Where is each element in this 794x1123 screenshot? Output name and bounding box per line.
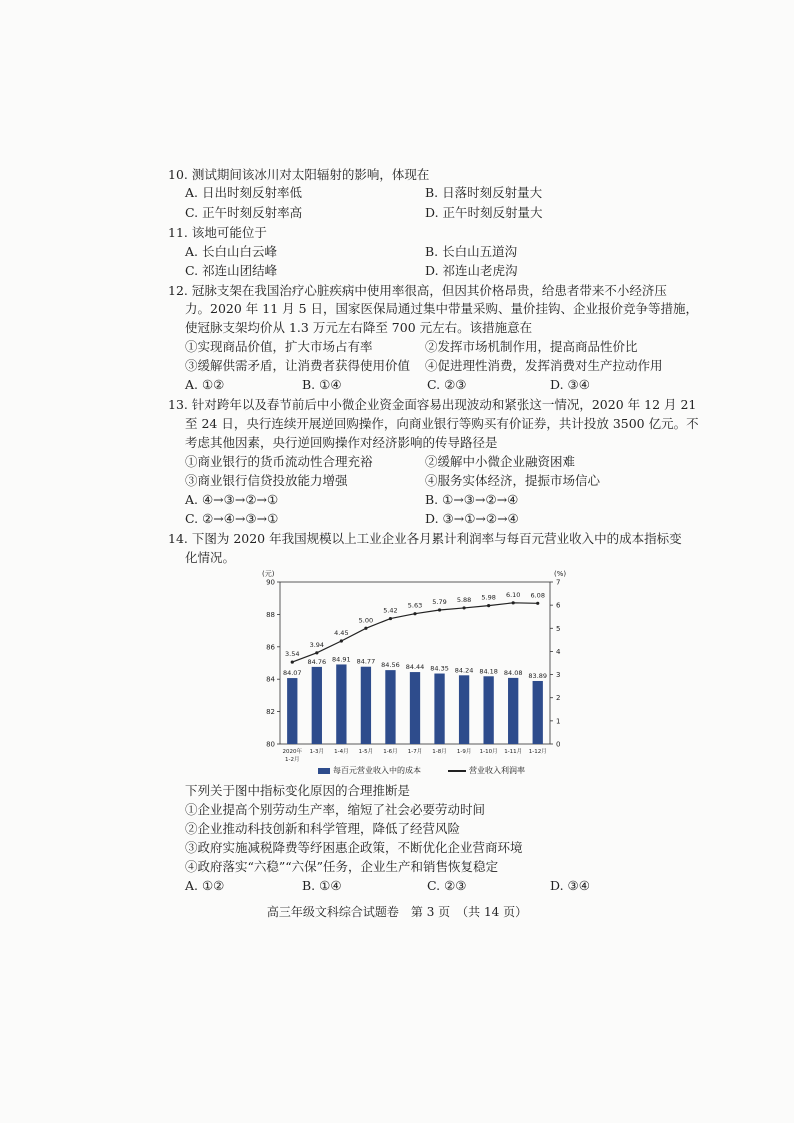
profit-rate-label-6: 5.79 xyxy=(432,598,447,607)
left-tick-label-1: 82 xyxy=(266,708,275,717)
profit-rate-point-6 xyxy=(438,608,441,611)
q14-statement-3: ③政府实施减税降费等纾困惠企政策，不断优化企业营商环境 xyxy=(185,840,523,855)
cost-bar-0 xyxy=(287,678,297,744)
profit-rate-label-1: 3.94 xyxy=(309,640,325,649)
cost-bar-label-7: 84.24 xyxy=(454,666,474,675)
right-tick-label-1: 1 xyxy=(556,717,561,726)
right-tick-label-6: 6 xyxy=(556,601,561,610)
cost-bar-7 xyxy=(459,675,469,744)
cost-bar-label-5: 84.44 xyxy=(405,663,425,672)
profit-rate-line xyxy=(285,591,545,664)
q14-option-b: B. ①④ xyxy=(302,878,342,893)
profit-cost-chart xyxy=(250,566,590,762)
left-tick-label-0: 80 xyxy=(266,740,275,749)
x-label-7: 1-9月 xyxy=(456,749,472,755)
profit-rate-point-7 xyxy=(462,606,465,609)
legend-profit-label: 营业收入利润率 xyxy=(469,766,525,775)
cost-bar-label-3: 84.77 xyxy=(356,657,376,666)
x-label-8: 1-10月 xyxy=(479,749,498,755)
q12-statement-2: ②发挥市场机制作用，提高商品性价比 xyxy=(425,339,638,354)
q10-stem: 10. 测试期间该冰川对太阳辐射的影响，体现在 xyxy=(168,167,430,182)
cost-bar-4 xyxy=(385,670,395,744)
x-label-10: 1-12月 xyxy=(528,749,547,755)
q11-stem: 11. 该地可能位于 xyxy=(168,225,267,240)
right-axis-ticks xyxy=(550,579,561,749)
q11-option-d: D. 祁连山老虎沟 xyxy=(425,263,518,278)
q13-statement-3: ③商业银行信贷投放能力增强 xyxy=(185,473,348,488)
profit-rate-label-10: 6.08 xyxy=(530,591,545,600)
q13-statement-2: ②缓解中小微企业融资困难 xyxy=(425,454,576,469)
cost-bar-label-6: 84.35 xyxy=(430,664,449,673)
x-label-5: 1-7月 xyxy=(407,749,423,755)
cost-bar-6 xyxy=(434,674,444,744)
q10-option-c: C. 正午时刻反射率高 xyxy=(185,205,303,220)
q12-stem-line1: 12. 冠脉支架在我国治疗心脏疾病中使用率很高，但因其价格昂贵，给患者带来不小经济压 xyxy=(168,283,667,298)
q13-option-c: C. ②→④→③→① xyxy=(185,511,279,526)
legend-profit xyxy=(448,765,525,776)
legend-cost-label: 每百元营业收入中的成本 xyxy=(333,766,421,775)
q12-option-b: B. ①④ xyxy=(302,377,342,392)
q12-statement-3: ③缓解供需矛盾，让消费者获得使用价值 xyxy=(185,358,411,373)
x-label-9: 1-11月 xyxy=(504,749,523,755)
left-tick-label-3: 86 xyxy=(266,643,275,652)
right-axis-unit: (%) xyxy=(554,570,567,578)
q14-question: 下列关于图中指标变化原因的合理推断是 xyxy=(185,783,411,798)
q13-statement-1: ①商业银行的货币流动性合理充裕 xyxy=(185,454,373,469)
x-label-3: 1-5月 xyxy=(358,749,374,755)
q14-statement-4: ④政府落实“六稳”“六保”任务，企业生产和销售恢复稳定 xyxy=(185,859,499,874)
q13-stem-line2: 至 24 日，央行连续开展逆回购操作，向商业银行等购买有价证券，共计投放 3500 亿元。不 xyxy=(185,416,699,431)
right-tick-label-5: 5 xyxy=(556,624,561,633)
cost-bar-label-8: 84.18 xyxy=(479,667,498,676)
page-footer: 高三年级文科综合试题卷 第 3 页 （共 14 页） xyxy=(266,905,528,919)
legend-cost xyxy=(318,765,421,776)
q14-stem-line1: 14. 下图为 2020 年我国规模以上工业企业各月累计利润率与每百元营业收入中的成本指标变 xyxy=(168,531,682,546)
q12-option-a: A. ①② xyxy=(185,377,225,392)
left-axis-ticks xyxy=(266,579,280,749)
profit-rate-label-5: 5.63 xyxy=(407,601,423,610)
x-label-4: 1-6月 xyxy=(383,749,398,755)
cost-bar-9 xyxy=(508,678,518,744)
cost-bar-label-10: 83.89 xyxy=(528,671,548,680)
cost-bar-label-2: 84.91 xyxy=(332,655,351,664)
q14-option-a: A. ①② xyxy=(185,878,225,893)
q11-option-b: B. 长白山五道沟 xyxy=(425,244,518,259)
profit-rate-label-2: 4.45 xyxy=(334,629,349,638)
profit-rate-label-0: 3.54 xyxy=(285,650,300,659)
profit-rate-point-8 xyxy=(487,604,490,607)
q12-statement-1: ①实现商品价值，扩大市场占有率 xyxy=(185,339,373,354)
q12-stem-line3: 使冠脉支架均价从 1.3 万元左右降至 700 元左右。该措施意在 xyxy=(185,320,533,335)
q10-option-b: B. 日落时刻反射量大 xyxy=(425,185,543,200)
profit-rate-point-4 xyxy=(389,617,392,620)
legend-bar-swatch xyxy=(318,768,330,774)
right-tick-label-7: 7 xyxy=(556,578,561,587)
cost-bar-2 xyxy=(336,664,346,744)
q13-stem-line1: 13. 针对跨年以及春节前后中小微企业资金面容易出现波动和紧张这一情况，2020 年 12 月 21 xyxy=(168,397,697,412)
profit-rate-label-9: 6.10 xyxy=(505,590,521,599)
cost-bar-label-4: 84.56 xyxy=(381,661,400,670)
cost-bar-5 xyxy=(410,672,420,744)
profit-rate-label-4: 5.42 xyxy=(383,606,398,615)
profit-rate-polyline xyxy=(292,603,537,662)
profit-rate-point-5 xyxy=(413,612,416,615)
q11-option-c: C. 祁连山团结峰 xyxy=(185,263,278,278)
profit-rate-point-0 xyxy=(291,660,294,663)
profit-rate-point-10 xyxy=(536,602,539,605)
q14-statement-2: ②企业推动科技创新和科学管理，降低了经营风险 xyxy=(185,821,461,836)
q13-statement-4: ④服务实体经济，提振市场信心 xyxy=(425,473,601,488)
q14-stem-line2: 化情况。 xyxy=(185,550,236,565)
q10-option-d: D. 正午时刻反射量大 xyxy=(425,205,543,220)
q14-option-d: D. ③④ xyxy=(550,878,590,893)
right-tick-label-3: 3 xyxy=(556,671,561,680)
x-label-2: 1-4月 xyxy=(334,749,349,755)
profit-rate-label-8: 5.98 xyxy=(481,593,496,602)
x-label-6: 1-8月 xyxy=(432,749,447,755)
right-tick-label-4: 4 xyxy=(556,647,561,656)
profit-rate-point-9 xyxy=(512,601,515,604)
q11-option-a: A. 长白山白云峰 xyxy=(185,244,277,259)
q14-statement-1: ①企业提高个别劳动生产率，缩短了社会必要劳动时间 xyxy=(185,802,486,817)
q13-option-b: B. ①→③→②→④ xyxy=(425,492,519,507)
cost-bar-10 xyxy=(533,681,543,744)
cost-bar-label-0: 84.07 xyxy=(282,669,302,678)
cost-bar-3 xyxy=(361,667,371,744)
profit-rate-point-1 xyxy=(315,651,318,654)
q13-stem-line3: 考虑其他因素，央行逆回购操作对经济影响的传导路径是 xyxy=(185,435,498,450)
q13-option-a: A. ④→③→②→① xyxy=(185,492,279,507)
q10-option-a: A. 日出时刻反射率低 xyxy=(185,185,302,200)
q12-option-c: C. ②③ xyxy=(427,377,467,392)
left-tick-label-5: 90 xyxy=(266,578,275,587)
cost-bar-label-9: 84.08 xyxy=(503,668,523,677)
q14-option-c: C. ②③ xyxy=(427,878,467,893)
x-label-0-line-0: 2020年 xyxy=(282,749,303,755)
q13-option-d: D. ③→①→②→④ xyxy=(425,511,519,526)
profit-rate-point-3 xyxy=(364,627,367,630)
left-tick-label-2: 84 xyxy=(266,675,275,684)
profit-rate-label-7: 5.88 xyxy=(456,595,472,604)
cost-bar-8 xyxy=(483,676,493,744)
x-label-1: 1-3月 xyxy=(309,749,325,755)
q12-statement-4: ④促进理性消费，发挥消费对生产拉动作用 xyxy=(425,358,663,373)
right-tick-label-0: 0 xyxy=(556,740,561,749)
profit-rate-point-2 xyxy=(340,639,343,642)
x-label-0-line-1: 1-2月 xyxy=(285,757,300,762)
left-axis-unit: (元) xyxy=(262,570,275,578)
right-tick-label-2: 2 xyxy=(556,694,561,703)
left-tick-label-4: 88 xyxy=(266,610,275,619)
profit-rate-label-3: 5.00 xyxy=(358,616,374,625)
q12-option-d: D. ③④ xyxy=(550,377,590,392)
cost-bar-1 xyxy=(312,667,322,744)
cost-bar-label-1: 84.76 xyxy=(307,657,327,666)
x-axis-labels xyxy=(283,747,547,762)
q12-stem-line2: 力。2020 年 11 月 5 日，国家医保局通过集中带量采购、量价挂钩、企业报价竞争等措施， xyxy=(185,301,699,316)
legend-line-swatch xyxy=(448,770,466,772)
